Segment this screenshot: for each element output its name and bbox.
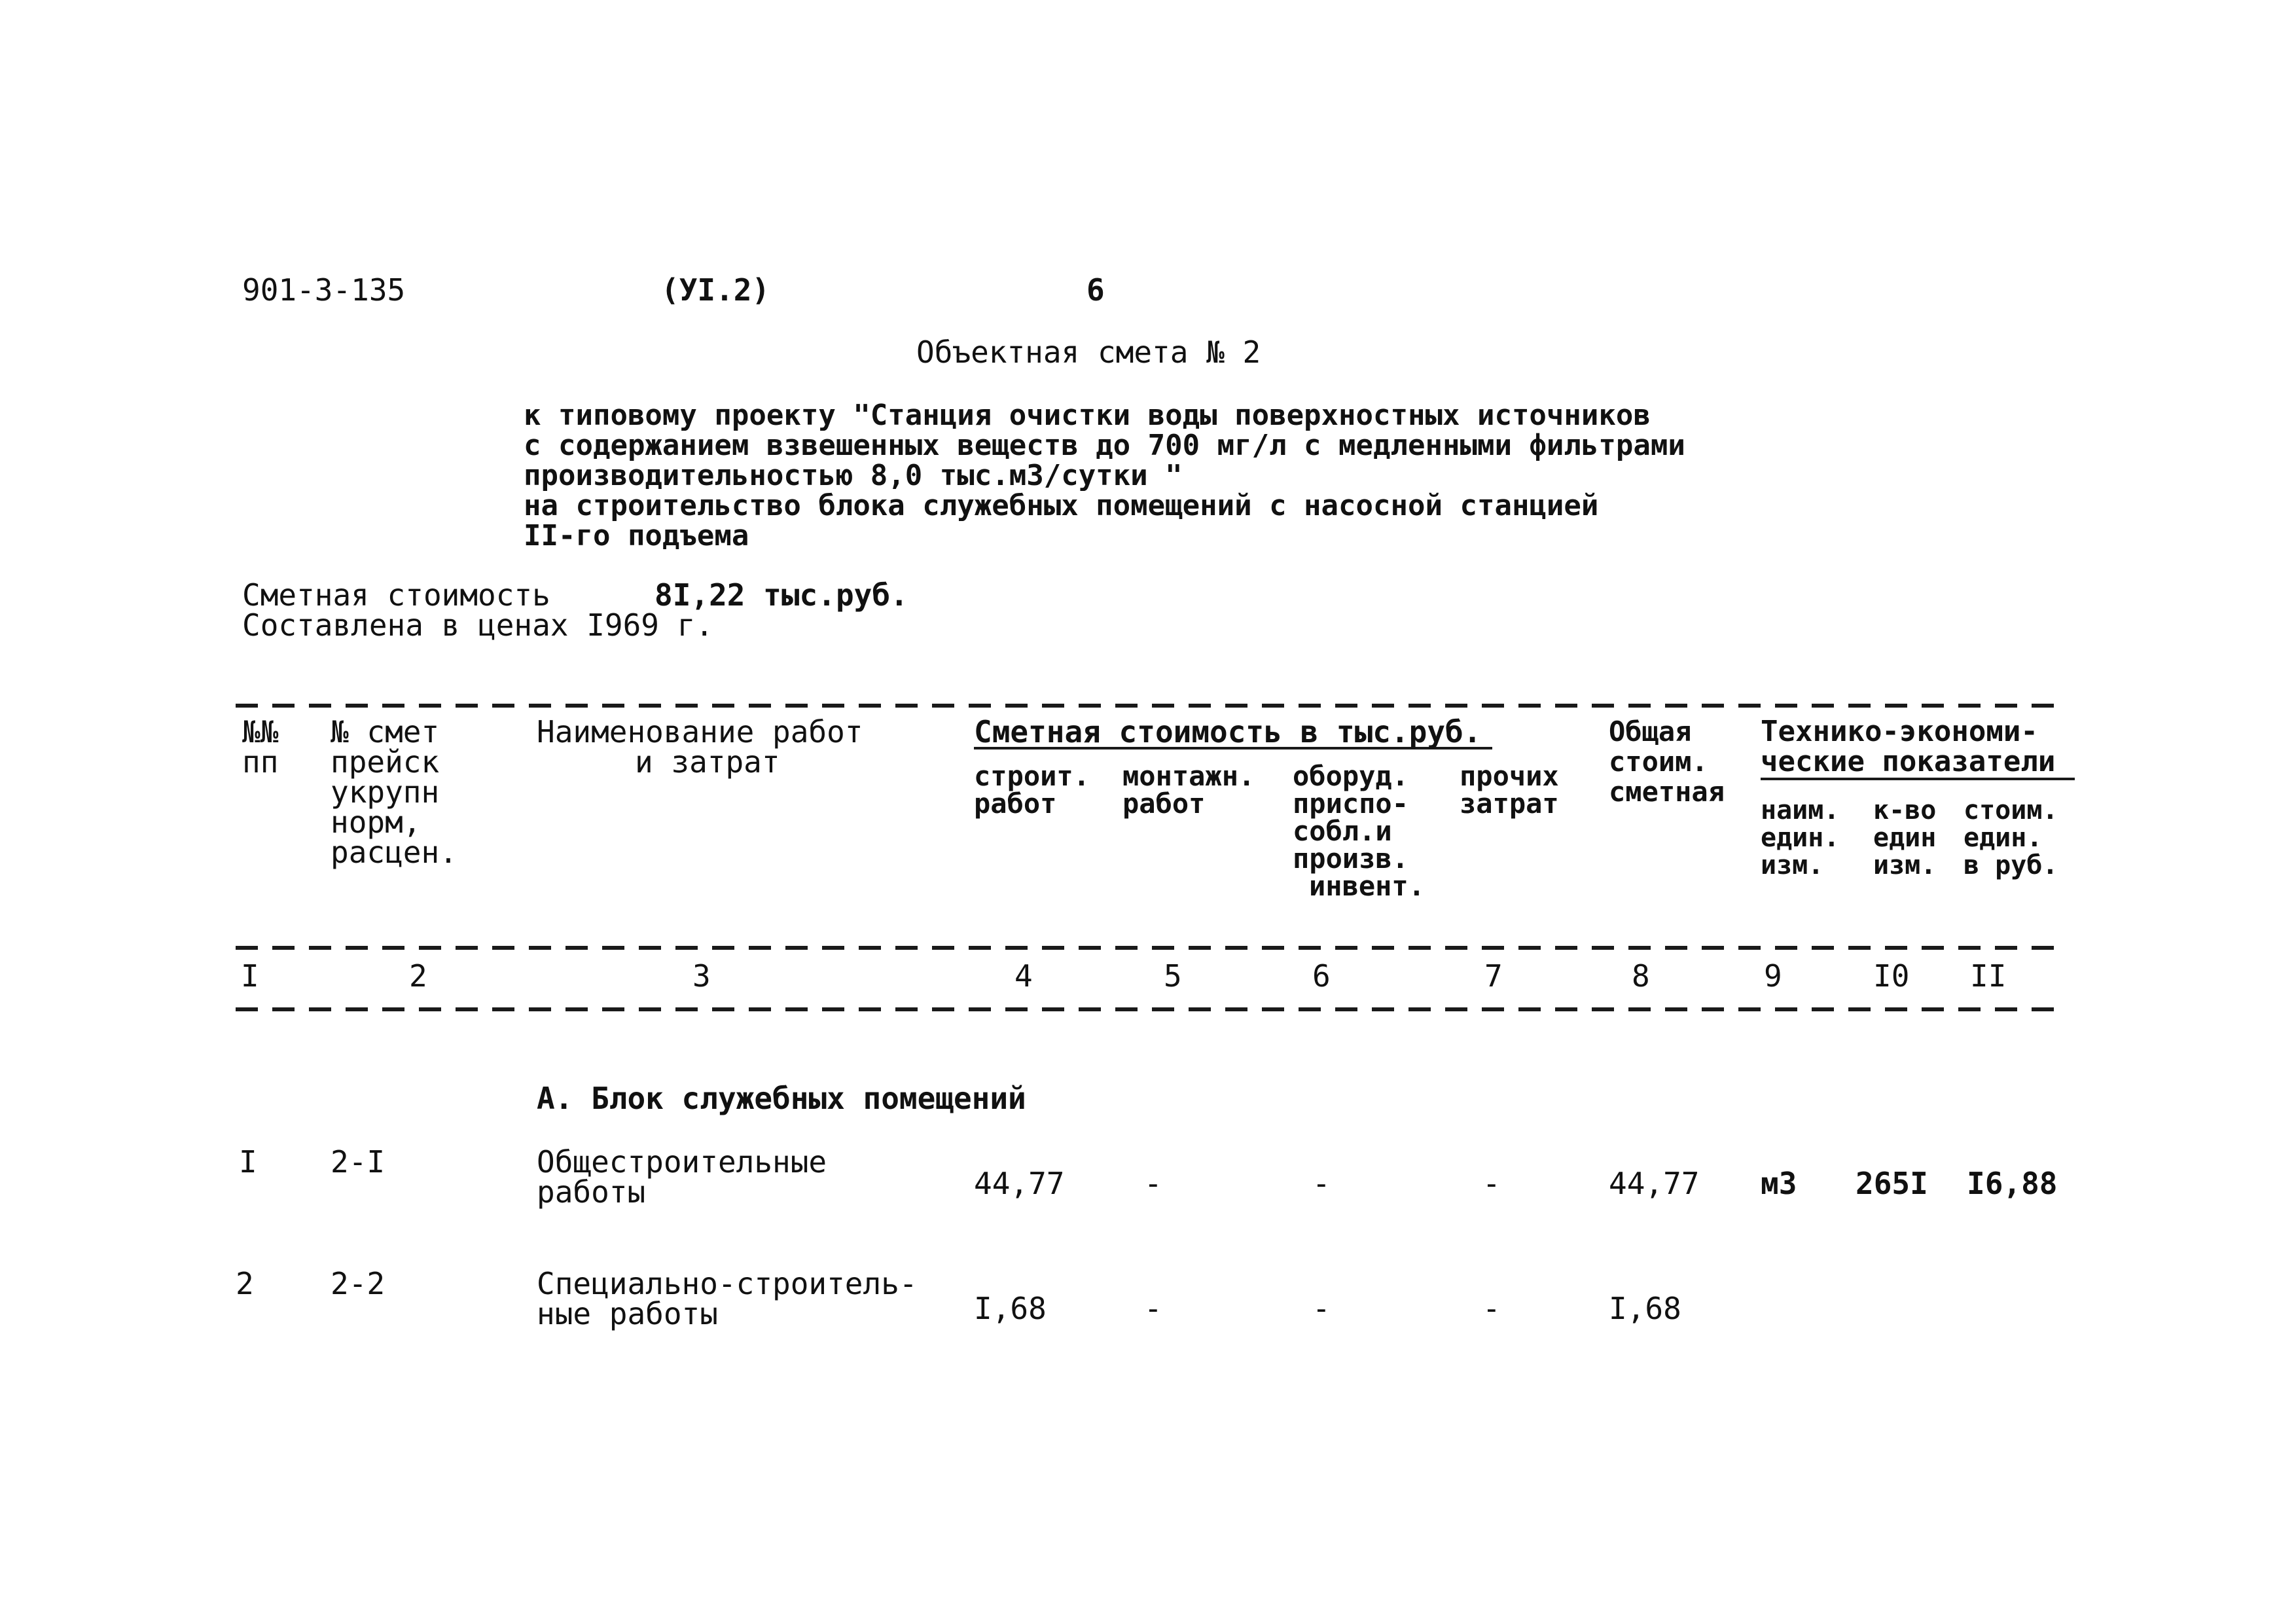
row-equipment-cost: - [1312,1291,1331,1326]
subject-line-2: с содержанием взвешенных веществ до 700 мг/л с медленными фильтрами [524,429,1685,462]
row-total-cost: 44,77 [1609,1166,1700,1201]
section-title: А. Блок служебных помещений [537,1081,1026,1116]
col11-header-line1: стоим. [1964,795,2058,825]
col6-header-line4: произв. [1293,842,1409,875]
estimated-cost-label: Сметная стоимость [242,577,550,613]
col3-header-line2: и затрат [635,744,780,780]
column-number: 6 [1312,958,1331,994]
col6-header-line2: приспо- [1293,787,1409,820]
column-number: 4 [1014,958,1033,994]
col8-header-line1: Общая [1609,715,1692,748]
row-number: 2 [236,1266,254,1301]
tech-group-header-line2: ческие показатели [1761,745,2056,778]
row-total-cost: I,68 [1609,1291,1681,1326]
col2-header-line2: прейск [331,744,440,780]
col3-header-line1: Наименование работ [537,714,863,749]
subject-line-4: на строительство блока служебных помещений с насосной станцией [524,489,1599,522]
row-installation-cost: - [1144,1291,1162,1326]
column-number: 9 [1764,958,1782,994]
subject-line-3: производительностью 8,0 тыс.м3/сутки " [524,459,1183,492]
col2-header-line1: № смет [331,714,440,749]
estimated-cost-value: 8I,22 тыс.руб. [655,577,908,613]
row-other-cost: - [1482,1291,1501,1326]
row-quantity: 265I [1856,1166,1928,1201]
column-number: II [1970,958,2007,994]
col1-header-line1: №№ [242,714,279,749]
col7-header-line1: прочих [1460,760,1559,792]
row-name-line1: Общестроительные [537,1144,827,1180]
doc-code: 901-3-135 [242,272,406,308]
col4-header-line1: строит. [974,760,1090,792]
column-number: 7 [1484,958,1503,994]
column-number: 3 [692,958,711,994]
col6-header-line5: инвент. [1309,870,1426,902]
row-code: 2-I [331,1144,386,1180]
estimate-title: Объектная смета № 2 [916,334,1261,370]
row-unit-cost: I6,88 [1967,1166,2058,1201]
row-equipment-cost: - [1312,1166,1331,1201]
col6-header-line3: собл.и [1293,815,1392,847]
row-other-cost: - [1482,1166,1501,1201]
col1-header-line2: пп [242,744,279,780]
col11-header-line2: един. [1964,823,2043,853]
subject-line-5: II-го подъема [524,519,749,552]
column-number: 5 [1164,958,1182,994]
row-unit: м3 [1761,1166,1797,1201]
col5-header-line2: работ [1122,787,1206,820]
col7-header-line2: затрат [1460,787,1559,820]
column-number: I0 [1873,958,1910,994]
prices-year-line: Составлена в ценах I969 г. [242,607,714,643]
row-construction-cost: 44,77 [974,1166,1065,1201]
col9-header-line1: наим. [1761,795,1840,825]
column-number: I [241,958,259,994]
col5-header-line1: монтажн. [1122,760,1255,792]
row-code: 2-2 [331,1266,386,1301]
col8-header-line3: сметная [1609,776,1725,808]
col2-header-line3: укрупн [331,774,440,810]
col10-header-line2: един [1873,823,1937,853]
col8-header-line2: стоим. [1609,746,1708,778]
row-name-line1: Специально-строитель- [537,1266,918,1301]
col11-header-line3: в руб. [1964,850,2058,880]
cost-group-header: Сметная стоимость в тыс.руб. [974,714,1482,749]
page-number: 6 [1086,272,1105,308]
tech-group-header-line1: Технико-экономи- [1761,715,2038,748]
row-installation-cost: - [1144,1166,1162,1201]
col6-header-line1: оборуд. [1293,760,1409,792]
col9-header-line2: един. [1761,823,1840,853]
subject-line-1: к типовому проекту "Станция очистки воды поверхностных источников [524,399,1651,432]
column-number: 2 [409,958,427,994]
column-number: 8 [1632,958,1650,994]
row-construction-cost: I,68 [974,1291,1047,1326]
col2-header-line4: норм, [331,804,422,840]
row-number: I [239,1144,257,1180]
row-name-line2: работы [537,1174,646,1210]
col2-header-line5: расцен. [331,835,457,870]
col10-header-line1: к-во [1873,795,1937,825]
col9-header-line3: изм. [1761,850,1824,880]
col10-header-line3: изм. [1873,850,1937,880]
row-name-line2: ные работы [537,1296,718,1331]
album-number: (УI.2) [661,272,770,308]
col4-header-line2: работ [974,787,1057,820]
